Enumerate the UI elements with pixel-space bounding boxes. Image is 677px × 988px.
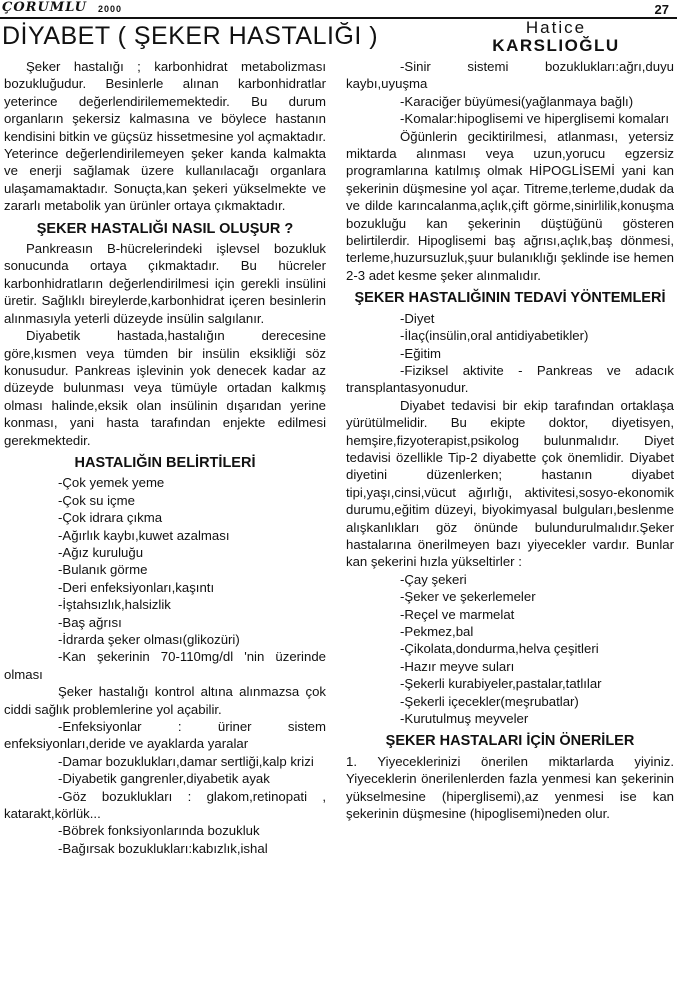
symptom-item-blood-sugar: -Kan şekerinin 70-110mg/dl 'nin üzerinde olması	[4, 649, 326, 682]
food-item: -Çikolata,dondurma,helva çeşitleri	[400, 641, 599, 657]
hypoglycemia-paragraph: Öğünlerin geciktirilmesi, atlanması, yetersiz miktarda alınması veya uzun,yorucu egzersiz programlarına katılmış olmak HİPOGLİSEMİ yani kan şekerinin düşmesine yol açar. Titreme,terleme,dudak da ve dilde karıncalanma,açlık,çift görme,sinirlilik,konuşma bozukluğu kan şekerinin düştüğünü gösteren belirtilerdir. Hipoglisemi baş ağrısı,açlık,baş dönmesi, terleme,huzursuzluk,şuur bulanıklığı şeklinde ise hemen 2-3 adet kesme şeker alınmalıdır.	[346, 128, 674, 283]
symptom-item: -İştahsızlık,halsizlik	[58, 597, 171, 613]
article-title: DİYABET ( ŞEKER HASTALIĞI )	[2, 22, 379, 50]
section-heading-cause: ŞEKER HASTALIĞI NASIL OLUŞUR ?	[36, 220, 294, 237]
complication-item: -Sinir sistemi bozuklukları:ağrı,duyu kaybı,uyuşma	[346, 59, 674, 92]
diet-paragraph: Diyabet tedavisi bir ekip tarafından ortaklaşa yürütülmelidir. Bu ekipte doktor, diyetisyen, hemşire,fizyoterapist,psikolog bulunmalıdır. Diyet tedavisi özellikle Tip-2 diyabette çok önemlidir. Diyabet diyetini düzenlerken; hastanın diyabet tipi,yaşı,cinsi,vücut ağırlığı, aktivitesi,sosyo-ekonomik durumu,eğitim düzeyi, biyokimyasal bulguları,beslenme alışkanlıkları göz önünde bulundurulmalıdır.Şeker hastalarına önerilmeyen bazı yiyecekler vardır. Bunlar kan şekerini hızla yükseltirler :	[346, 397, 674, 570]
recommendation-1: 1. Yiyeceklerinizi önerilen miktarlarda yiyiniz. Yiyeceklerin önerilenlerden fazla yenmesi kan şekerinin yükselmesine (hiperglisemi),az yenmesi ise kan şekerinin düşmesine (hipoglisemi)neden olur.	[346, 753, 674, 822]
page-number: 27	[654, 2, 669, 17]
cause-paragraph-1: Pankreasın B-hücrelerindeki işlevsel bozukluk sonucunda ortaya çıkmaktadır. Bu hücreler karbonhidratların değerlendirilmesi için gerekli insülini üretir. Sağlıklı bireylerde,karbonhidrat içeren besinlerin alınmasıyla yeterli düzeyde insülin salgılanır.	[4, 241, 326, 326]
section-heading-recommendations: ŞEKER HASTALARI İÇİN ÖNERİLER	[385, 733, 635, 750]
symptom-item: -İdrarda şeker olması(glikozüri)	[58, 632, 240, 647]
complication-item: -Diyabetik gangrenler,diyabetik ayak	[58, 771, 270, 787]
symptom-item: -Çok su içme	[58, 492, 135, 508]
symptom-item: -Çok idrara çıkma	[58, 510, 163, 526]
section-heading-treatment: ŞEKER HASTALIĞININ TEDAVİ YÖNTEMLERİ	[354, 290, 666, 307]
treatment-item: -İlaç(insülin,oral antidiyabetikler)	[400, 328, 589, 344]
treatment-item: -Eğitim	[400, 345, 442, 361]
symptom-item: -Deri enfeksiyonları,kaşıntı	[58, 579, 215, 595]
control-warning: Şeker hastalığı kontrol altına alınmazsa çok ciddi sağlık problemlerine yol açabilir.	[4, 684, 326, 717]
treatment-item: -Diyet	[400, 310, 435, 326]
food-item: -Çay şekeri	[400, 571, 467, 587]
complication-item: -Göz bozuklukları : glakom,retinopati , katarakt,körlük...	[4, 788, 326, 822]
complication-item: -Bağırsak bozuklukları:kabızlık,ishal	[58, 840, 268, 856]
left-column	[4, 58, 326, 857]
author-byline	[436, 19, 676, 55]
food-item: -Reçel ve marmelat	[400, 606, 515, 622]
complication-item: -Karaciğer büyümesi(yağlanmaya bağlı)	[400, 93, 634, 109]
complication-item: -Damar bozuklukları,damar sertliği,kalp krizi	[58, 753, 314, 769]
complication-item: -Komalar:hipoglisemi ve hiperglisemi komaları	[400, 111, 669, 127]
right-column	[346, 58, 674, 822]
food-item: -Şekerli içecekler(meşrubatlar)	[400, 693, 579, 709]
food-item: -Şeker ve şekerlemeler	[400, 589, 536, 605]
cause-paragraph-2: Diyabetik hastada,hastalığın derecesine göre,kısmen veya tümden bir insülin eksikliği söz konusudur. Pankreas işlevinin yok denecek kadar az düzeyde bulunması veya tümüyle ortadan kalkmış olması halinde,eksik olan insülinin dışarıdan yerine konması, yani hasta tarafından enjekte edilmesi gerekmektedir.	[4, 328, 326, 448]
issue-year: 2000	[98, 4, 123, 14]
symptom-item: -Çok yemek yeme	[58, 475, 165, 491]
complication-item: -Enfeksiyonlar : üriner sistem enfeksiyonları,deride ve ayaklarda yaralar	[4, 719, 326, 752]
symptom-item: -Ağız kuruluğu	[58, 544, 144, 560]
intro-paragraph: Şeker hastalığı ; karbonhidrat metabolizması bozukluğudur. Besinlerle alınan karbonhidratlar yeterince değerlendirilememektedir. Bu durum organların şekersiz kalmasına ve böylece hastanın kendisini bitkin ve güçsüz hissetmesine yol açmaktadır. Yeterince değerlendirilemeyen şeker kanda kalmakta ve enerji sağlamak üzere kullanılacağı organlara ulaşamamaktadır. Sonuçta,kan şekeri yükselmekte ve zararlı metabolik yan ürünler ortaya çıkmaktadır.	[4, 59, 326, 214]
section-heading-symptoms: HASTALIĞIN BELİRTİLERİ	[74, 454, 256, 471]
newspaper-logo: ÇORUMLU	[2, 0, 87, 15]
symptom-item: -Baş ağrısı	[58, 614, 122, 630]
symptom-item: -Bulanık görme	[58, 562, 148, 578]
author-last-name: KARSLIOĞLU	[492, 36, 620, 55]
complication-item: -Böbrek fonksiyonlarında bozukluk	[58, 823, 260, 839]
food-item: -Kurutulmuş meyveler	[400, 711, 529, 727]
food-item: -Pekmez,bal	[400, 624, 474, 639]
food-item: -Şekerli kurabiyeler,pastalar,tatlılar	[400, 676, 602, 692]
food-item: -Hazır meyve suları	[400, 658, 515, 674]
treatment-item: -Fiziksel aktivite - Pankreas ve adacık transplantasyonudur.	[346, 362, 674, 396]
symptom-item: -Ağırlık kaybı,kuwet azalması	[58, 527, 230, 543]
author-first-name: Hatice	[525, 18, 587, 37]
